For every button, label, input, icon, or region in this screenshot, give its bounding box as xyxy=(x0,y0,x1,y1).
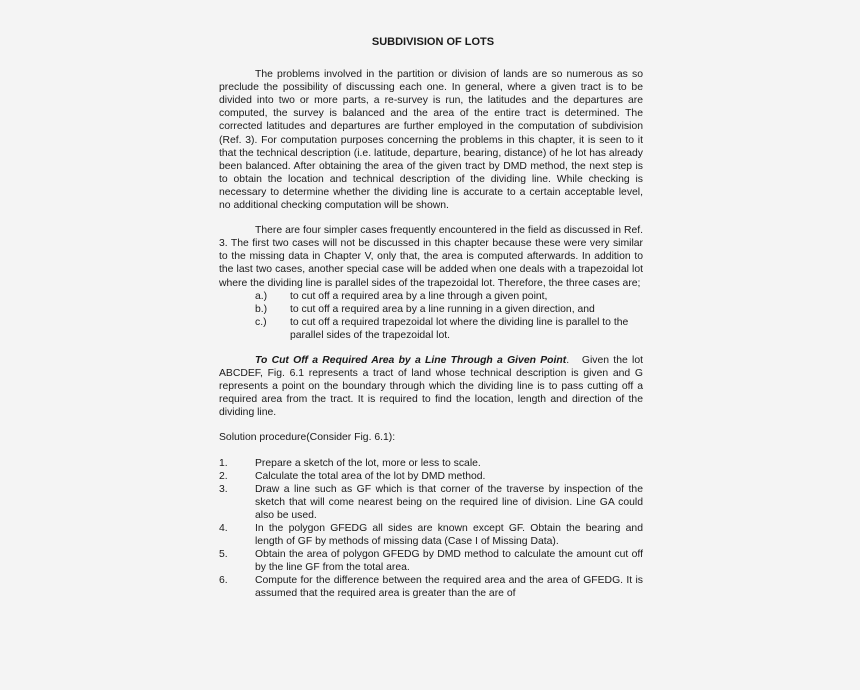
list-marker: 5. xyxy=(219,549,228,561)
list-marker: c.) xyxy=(255,316,267,328)
list-item xyxy=(219,303,643,316)
page-title: SUBDIVISION OF LOTS xyxy=(371,36,495,48)
list-marker: 2. xyxy=(219,470,228,482)
list-item-text: Prepare a sketch of the lot, more or less to scale. xyxy=(255,457,481,469)
steps-list xyxy=(219,457,643,601)
list-item-text: Calculate the total area of the lot by DMD method. xyxy=(255,470,486,482)
paragraph-intro: The problems involved in the partition or division of lands are so numerous as so preclude the possibility of discussing each one. In general, where a given tract is to be divided into two or more parts, a re-survey is run, the latitudes and the departures are computed, the survey is balanced and the area of the entire tract is determined. The corrected latitudes and departures are further employed in the computation of subdivision (Ref. 3). For computation purposes concerning the problems in this chapter, it is seen to it that the technical description (i.e. latitude, departure, bearing, distance) of he lot has already been balanced. After obtaining the area of the given tract by DMD method, the next step is to obtain the location and technical description of the dividing line. While checking is necessary to determine whether the dividing line is accurate to a certain acceptable level, no additional checking computation will be shown. xyxy=(219,69,643,212)
list-marker: 1. xyxy=(219,457,228,469)
list-item xyxy=(219,470,643,483)
paragraph-cases: There are four simpler cases frequently encountered in the field as discussed in Ref. 3. The first two cases will not be discussed in this chapter because these were very similar to the missing data in Chapter V, only that, the area is computed afterwards. In addition to the last two cases, another special case will be added when one deals with a trapezoidal lot where the dividing line is parallel sides of the trapezoidal lot. Therefore, the three cases are; xyxy=(219,225,643,289)
cases-list xyxy=(219,290,643,342)
list-marker: 3. xyxy=(219,483,228,495)
list-item xyxy=(219,522,643,548)
list-item xyxy=(219,457,643,470)
list-item xyxy=(219,316,643,342)
list-item xyxy=(219,548,643,574)
section-heading-punct: . xyxy=(566,354,570,366)
list-item-text: In the polygon GFEDG all sides are known except GF. Obtain the bearing and length of GF by methods of missing data (Case I of Missing Data). xyxy=(255,523,643,548)
list-item-text: to cut off a required area by a line running in a given direction, and xyxy=(290,303,595,315)
list-marker: 6. xyxy=(219,575,228,587)
list-item-text: to cut off a required area by a line through a given point, xyxy=(290,290,548,302)
list-item xyxy=(219,290,643,303)
section-heading: To Cut Off a Required Area by a Line Through a Given Point xyxy=(255,354,567,366)
list-marker: b.) xyxy=(255,303,268,315)
list-item-text: Draw a line such as GF which is that corner of the traverse by inspection of the sketch that will come nearest being on the required line of division. Line GA could also be used. xyxy=(255,483,643,521)
list-item-text: to cut off a required trapezoidal lot where the dividing line is parallel to the parallel sides of the trapezoidal lot. xyxy=(290,316,629,341)
list-marker: a.) xyxy=(255,290,268,302)
paragraph-section xyxy=(219,354,643,419)
section-body: Given the lot ABCDEF, Fig. 6.1 represents a tract of land whose technical description is given and G represents a point on the boundary through which the dividing line is to pass cutting off a required area from the tract. It is required to find the location, length and direction of the dividing line. xyxy=(219,354,643,419)
list-item-text: Compute for the difference between the required area and the area of GFEDG. It is assumed that the required area is greater than the are of xyxy=(255,575,643,600)
list-item-text: Obtain the area of polygon GFEDG by DMD method to calculate the amount cut off by the line GF from the total area. xyxy=(255,549,643,574)
text-column xyxy=(219,36,643,601)
list-marker: 4. xyxy=(219,523,228,534)
procedure-label: Solution procedure(Consider Fig. 6.1): xyxy=(219,432,396,444)
list-item xyxy=(219,483,643,522)
list-item xyxy=(219,574,643,600)
